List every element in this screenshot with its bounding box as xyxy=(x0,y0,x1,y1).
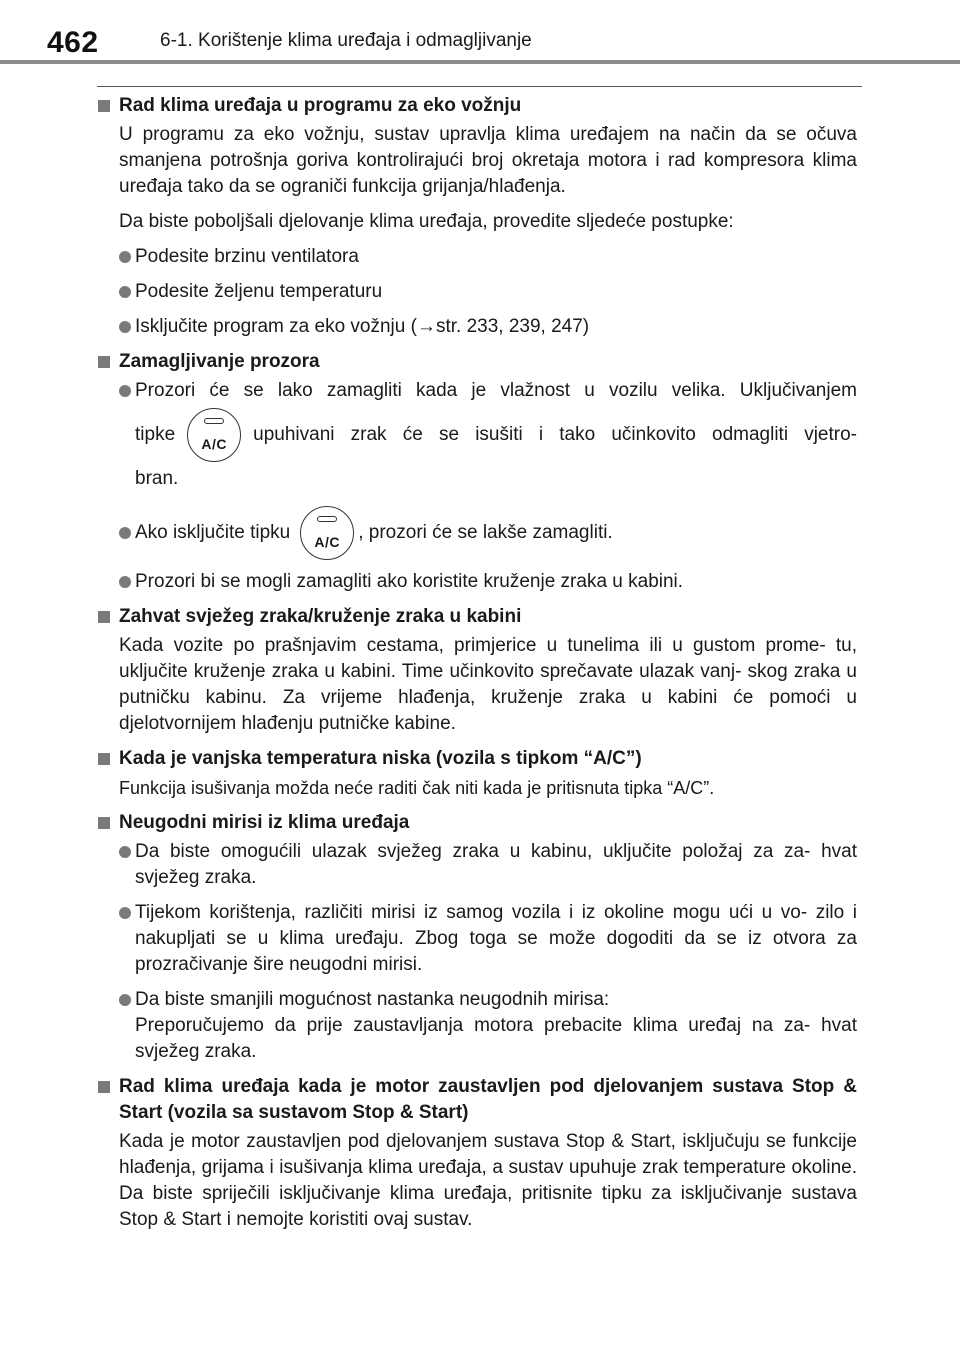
paragraph: U programu za eko vožnju, sustav upravlja klima uređajem na način da se očuva smanjena potrošnja goriva kontrolirajući broj okretaja motora i rad kompresora klima uređaja tako da se ograniči funkcija grijanja/hlađenja. xyxy=(119,124,857,197)
section-heading xyxy=(97,1074,857,1126)
list-item xyxy=(97,279,857,305)
list-item xyxy=(97,569,857,595)
section-heading-text: Rad klima uređaja kada je motor zaustavljen pod djelovanjem sustava Stop & Start (vozila sa sustavom Stop & Start) xyxy=(119,1076,857,1123)
round-bullet-icon xyxy=(119,286,131,298)
list-item xyxy=(97,900,857,978)
list-item xyxy=(97,244,857,270)
list-item-text: Ako isključite tipku xyxy=(135,522,291,543)
square-bullet-icon xyxy=(98,753,110,765)
button-line xyxy=(135,506,857,560)
paragraph: Funkcija isušivanja možda neće raditi čak niti kada je pritisnuta tipka “A/C”. xyxy=(119,778,715,798)
round-bullet-icon xyxy=(119,251,131,263)
indicator-light-icon xyxy=(317,516,337,522)
list-item xyxy=(97,378,857,492)
square-bullet-icon xyxy=(98,611,110,623)
indicator-light-icon xyxy=(204,418,224,424)
round-bullet-icon xyxy=(119,321,131,333)
list-item-text: Podesite brzinu ventilatora xyxy=(135,246,359,267)
page-content xyxy=(97,93,857,1233)
section-heading xyxy=(97,604,857,630)
square-bullet-icon xyxy=(98,100,110,112)
paragraph: Da biste poboljšali djelovanje klima uređaja, provedite sljedeće postupke: xyxy=(119,211,734,232)
round-bullet-icon xyxy=(119,994,131,1006)
section-heading xyxy=(97,349,857,375)
list-item-text: Prozori bi se mogli zamagliti ako koristite kruženje zraka u kabini. xyxy=(135,571,684,592)
list-item-text: Isključite program za eko vožnju (→str. 233, 239, 247) xyxy=(135,316,590,337)
paragraph: Kada je motor zaustavljen pod djelovanjem sustava Stop & Start, isključuju se funkcije hlađenja, grijama i isušivanja klima uređaja, a sustav upuhuje zrak temperature okoline. Da biste spriječili isključivanje klima uređaja, pritisnite tipku za isključivanje sustava Stop & Start i nemojte koristiti ovaj sustav. xyxy=(119,1131,857,1230)
round-bullet-icon xyxy=(119,527,131,539)
round-bullet-icon xyxy=(119,576,131,588)
list-item-text: upuhivani zrak će se isušiti i tako učinkovito odmagliti vjetro- xyxy=(253,424,857,445)
square-bullet-icon xyxy=(98,356,110,368)
list-item-text: , prozori će se lakše zamagliti. xyxy=(358,522,613,543)
paragraph: Kada vozite po prašnjavim cestama, primjerice u tunelima ili u gustom prome- tu, uključite kruženje zraka u kabini. Time učinkovito sprečavate ulazak vanj- skog zraka u putničku kabinu. Za vrijeme hlađenja, kruženje zraka u kabini će pomoći u djelotvornijem hlađenju putničke kabine. xyxy=(119,635,857,734)
ac-button-label: A/C xyxy=(201,436,227,452)
section-heading-text: Rad klima uređaja u programu za eko vožnju xyxy=(119,95,522,116)
ac-button-icon xyxy=(300,506,354,560)
list-item-text: Tijekom korištenja, različiti mirisi iz samog vozila i iz okoline mogu ući u vo- zilo i nakupljati se u klima uređaju. Zbog toga se može dogoditi da se iz otvora za prozračivanje šire neugodni mirisi. xyxy=(135,902,857,975)
page-header xyxy=(0,0,960,70)
section-heading xyxy=(97,746,857,772)
square-bullet-icon xyxy=(98,817,110,829)
page-number: 462 xyxy=(47,26,99,59)
round-bullet-icon xyxy=(119,385,131,397)
round-bullet-icon xyxy=(119,846,131,858)
list-item-text: tipke xyxy=(135,424,176,445)
round-bullet-icon xyxy=(119,907,131,919)
list-item xyxy=(97,506,857,560)
section-heading xyxy=(97,810,857,836)
chapter-title: 6-1. Korištenje klima uređaja i odmagljivanje xyxy=(160,30,532,51)
section-heading-text: Kada je vanjska temperatura niska (vozila s tipkom “A/C”) xyxy=(119,748,642,769)
button-line xyxy=(135,408,857,462)
header-rule xyxy=(0,60,960,64)
list-item-text: Da biste omogućili ulazak svježeg zraka u kabinu, uključite položaj za za- hvat svježeg zraka. xyxy=(135,841,857,888)
section-heading-text: Zahvat svježeg zraka/kruženje zraka u kabini xyxy=(119,606,522,627)
ac-button-label: A/C xyxy=(314,534,341,550)
list-item-text: Prozori će se lako zamagliti kada je vlažnost u vozilu velika. Uključivanjem xyxy=(135,380,857,401)
section-heading-text: Neugodni mirisi iz klima uređaja xyxy=(119,812,410,833)
square-bullet-icon xyxy=(98,1081,110,1093)
list-item xyxy=(97,839,857,891)
ac-button-icon xyxy=(187,408,241,462)
list-item xyxy=(97,987,857,1065)
section-heading xyxy=(97,93,857,119)
list-item-text: Da biste smanjili mogućnost nastanka neugodnih mirisa: xyxy=(135,989,610,1010)
list-item-text: bran. xyxy=(135,468,179,489)
list-item-text: Podesite željenu temperaturu xyxy=(135,281,383,302)
list-item xyxy=(97,314,857,340)
content-top-rule xyxy=(97,86,862,87)
list-item-text: Preporučujemo da prije zaustavljanja motora prebacite klima uređaj na za- hvat svježeg zraka. xyxy=(135,1015,857,1062)
section-heading-text: Zamagljivanje prozora xyxy=(119,351,320,372)
